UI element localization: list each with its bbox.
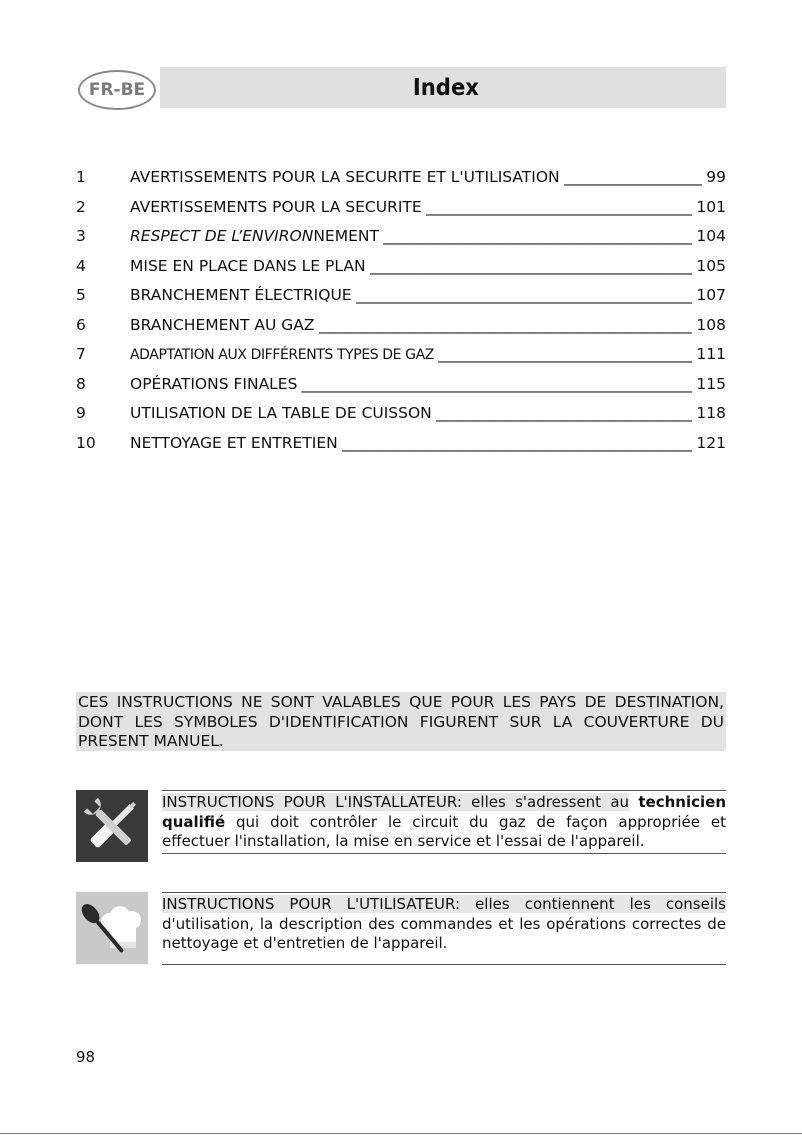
toc-number: 2: [76, 197, 86, 216]
page-title: Index: [412, 74, 480, 101]
toc-page: 111: [696, 345, 726, 363]
toc-entry[interactable]: [76, 316, 726, 346]
page-number: 98: [76, 1048, 96, 1066]
toc-page: 99: [706, 168, 726, 186]
toc-leader: [370, 257, 693, 275]
toc-title: OPÉRATIONS FINALES: [130, 374, 298, 393]
header-bar: [160, 67, 726, 108]
toc-leader: [383, 227, 692, 245]
toc-title: BRANCHEMENT AU GAZ: [130, 315, 315, 334]
installer-rest: appropriée et effectuer l'installation, la mise en service et l'essai de l'appareil.: [162, 812, 726, 850]
toc-title: [130, 227, 379, 245]
toc-leader: [564, 168, 703, 186]
user-instructions: [162, 892, 726, 965]
toc-page: 101: [696, 197, 726, 216]
toc-title: NETTOYAGE ET ENTRETIEN: [130, 433, 338, 452]
toc-number: 5: [76, 286, 86, 304]
toc-entry[interactable]: [76, 434, 726, 464]
destination-notice: CES INSTRUCTIONS NE SONT VALABLES QUE POUR LES PAYS DE DESTINATION, DONT LES SYMBOLES D'IDENTIFICATION FIGURENT SUR LA COUVERTURE DU PRESENT MANUEL.: [78, 693, 724, 750]
toc-page: 108: [696, 315, 726, 334]
toc-number: 10: [76, 433, 96, 452]
toc-title: UTILISATION DE LA TABLE DE CUISSON: [130, 404, 432, 422]
toc-entry[interactable]: [76, 345, 726, 375]
toc-title: AVERTISSEMENTS POUR LA SECURITE: [130, 197, 422, 216]
toc-page: 118: [696, 404, 726, 422]
toc-leader: [426, 198, 693, 216]
toc-page: 107: [696, 286, 726, 304]
user-rest: d'utilisation, la description des commandes et les opérations correctes de nettoyage et d'entretien de l'appareil.: [162, 914, 726, 952]
toc-leader: [301, 375, 692, 393]
toc-entry[interactable]: [76, 198, 726, 228]
toc-number: 8: [76, 374, 86, 393]
toc-leader: [342, 434, 693, 452]
toc-title: ADAPTATION AUX DIFFÉRENTS TYPES DE GAZ: [130, 347, 434, 363]
toc-entry[interactable]: [76, 168, 726, 198]
toc-leader: [356, 286, 693, 304]
installer-instructions: [162, 790, 726, 854]
bottom-divider: [0, 1133, 802, 1134]
toc-number: 4: [76, 256, 86, 275]
country-logo-text: FR-BE: [88, 80, 146, 100]
toc-entry[interactable]: [76, 257, 726, 287]
toc-title: AVERTISSEMENTS POUR LA SECURITE ET L'UTILISATION: [130, 168, 560, 186]
toc-entry[interactable]: [76, 375, 726, 405]
toc-entry[interactable]: [76, 227, 726, 257]
toc-title: BRANCHEMENT ÉLECTRIQUE: [130, 286, 352, 304]
toc-leader: [319, 316, 693, 334]
toc-title-italic: RESPECT DE L’ENVIRON: [130, 227, 314, 245]
toc-entry[interactable]: [76, 286, 726, 316]
toc-title-rest: NEMENT: [313, 227, 379, 245]
table-of-contents: [76, 168, 726, 463]
toc-number: 6: [76, 315, 86, 334]
toc-page: 121: [696, 433, 726, 452]
country-logo: [78, 70, 156, 110]
toc-leader: [438, 345, 692, 363]
installer-lead: INSTRUCTIONS POUR L'INSTALLATEUR: elles s'adressent au: [162, 793, 630, 811]
toc-title: MISE EN PLACE DANS LE PLAN: [130, 256, 366, 275]
tools-icon: [76, 790, 148, 862]
installer-rest-first: qui doit contrôler le circuit du gaz de façon: [236, 812, 608, 831]
installer-bold: technicien qualifié: [162, 793, 726, 831]
user-lead: INSTRUCTIONS POUR L'UTILISATEUR: elles contiennent les conseils: [162, 895, 726, 913]
toc-number: 1: [76, 168, 86, 186]
toc-page: 104: [696, 227, 726, 245]
toc-page: 105: [696, 256, 726, 275]
toc-entry[interactable]: [76, 404, 726, 434]
toc-number: 7: [76, 345, 86, 363]
toc-page: 115: [696, 374, 726, 393]
toc-number: 3: [76, 227, 86, 245]
toc-leader: [436, 404, 693, 422]
toc-number: 9: [76, 404, 86, 422]
chef-spoon-icon: [76, 892, 148, 964]
